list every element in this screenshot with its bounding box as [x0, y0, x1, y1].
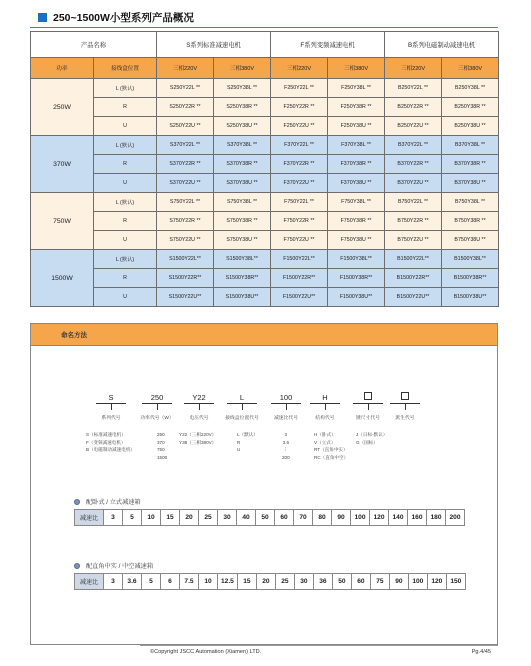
- table-row: [31, 174, 499, 193]
- code-tick: [405, 404, 406, 410]
- terminal-position-cell: R: [94, 155, 157, 174]
- model-code-cell: S750Y38R **: [214, 212, 271, 231]
- ratio-label: 减速比: [75, 574, 104, 590]
- model-code-cell: F1500Y22U**: [271, 288, 328, 307]
- code-voltage: Y22: [192, 393, 206, 402]
- model-code-cell: S370Y38L **: [214, 136, 271, 155]
- ratio-value-cell: 50: [332, 574, 351, 590]
- terminal-position-cell: L (默认): [94, 136, 157, 155]
- ratio-value-cell: 20: [180, 510, 199, 526]
- ratio-section-2-title: [74, 561, 153, 570]
- ratio-value-cell: 50: [256, 510, 275, 526]
- table-row: [31, 98, 499, 117]
- voltage-options: [179, 431, 216, 446]
- power-header: 功率: [31, 58, 94, 79]
- model-code-cell: S1500Y38U**: [214, 288, 271, 307]
- ratio-label: 减速比: [75, 510, 104, 526]
- structure-options: [314, 431, 348, 461]
- terminal-position-cell: L (默认): [94, 250, 157, 269]
- ratio-value-cell: 120: [427, 574, 446, 590]
- bullet-icon: [74, 499, 80, 505]
- table-row: [31, 212, 499, 231]
- model-code-cell: F370Y22U **: [271, 174, 328, 193]
- model-code-cell: S370Y38R **: [214, 155, 271, 174]
- power-cell: 250W: [31, 79, 94, 136]
- derivative-code-box: [401, 392, 409, 400]
- model-code-cell: F750Y38L **: [328, 193, 385, 212]
- ratio-options: [282, 431, 290, 461]
- table-row: [31, 250, 499, 269]
- option-text: Y22（三相220V）: [179, 432, 217, 437]
- page-title: [38, 10, 194, 25]
- model-code-cell: S250Y22R **: [157, 98, 214, 117]
- model-code-cell: B750Y38L **: [442, 193, 499, 212]
- model-code-cell: F1500Y22L**: [271, 250, 328, 269]
- code-power: 250: [150, 393, 164, 402]
- option-text: 200: [282, 454, 290, 460]
- option-text: G（国标）: [356, 439, 378, 445]
- title-divider: [30, 27, 498, 28]
- model-code-cell: S1500Y22L**: [157, 250, 214, 269]
- model-code-cell: F370Y38L **: [328, 136, 385, 155]
- ratio-table-1: [74, 509, 465, 526]
- footer-divider: [140, 645, 498, 646]
- model-code-cell: S250Y38L **: [214, 79, 271, 98]
- code-tick: [157, 404, 158, 410]
- table-row: [31, 117, 499, 136]
- code-tick: [286, 404, 287, 410]
- ratio-value-cell: 180: [427, 510, 446, 526]
- table-row: [31, 136, 499, 155]
- model-code-cell: F250Y22R **: [271, 98, 328, 117]
- model-code-cell: B750Y38U **: [442, 231, 499, 250]
- option-text: H（卧式）: [314, 432, 336, 437]
- ratio-value-cell: 30: [294, 574, 313, 590]
- ratio-value-cell: 5: [123, 510, 142, 526]
- model-code-cell: B250Y38L **: [442, 79, 499, 98]
- model-code-cell: B750Y22L **: [385, 193, 442, 212]
- option-text: 250: [157, 432, 165, 437]
- model-code-cell: F250Y38L **: [328, 79, 385, 98]
- ratio-value-cell: 20: [256, 574, 275, 590]
- label-key: 键尺寸代号: [356, 416, 380, 421]
- model-code-cell: B250Y22L **: [385, 79, 442, 98]
- ratio-value-cell: 100: [351, 510, 370, 526]
- power-cell: 370W: [31, 136, 94, 193]
- ratio-value-cell: 80: [313, 510, 332, 526]
- naming-header: [31, 324, 497, 346]
- terminal-position-cell: U: [94, 174, 157, 193]
- ratio-value-cell: 70: [294, 510, 313, 526]
- model-code-cell: S250Y22L **: [157, 79, 214, 98]
- ratio-value-cell: 15: [161, 510, 180, 526]
- model-code-cell: F750Y38R **: [328, 212, 385, 231]
- voltage-header: 三相380V: [214, 58, 271, 79]
- label-voltage: 电压代号: [189, 416, 209, 421]
- model-code-cell: F370Y38R **: [328, 155, 385, 174]
- model-code-cell: B1500Y22U**: [385, 288, 442, 307]
- ratio-section-1-title: [74, 497, 141, 506]
- model-code-cell: B370Y38R **: [442, 155, 499, 174]
- model-code-cell: S1500Y22R**: [157, 269, 214, 288]
- option-text: R: [237, 439, 241, 445]
- model-code-cell: B1500Y38U**: [442, 288, 499, 307]
- option-text: Y38（三相380V）: [179, 439, 217, 445]
- ratio-value-cell: 25: [275, 574, 294, 590]
- footer-page-number: Pg.4/45: [471, 649, 491, 655]
- ratio-table-2: [74, 573, 466, 590]
- model-code-cell: B1500Y22R**: [385, 269, 442, 288]
- option-text: 370: [157, 439, 165, 445]
- terminal-position-cell: R: [94, 212, 157, 231]
- ratio-section-2-title-text: 配直角中实 / 中空减速箱: [86, 563, 154, 570]
- series-s-header: S系列标准减速电机: [157, 32, 271, 58]
- model-code-cell: F1500Y22R**: [271, 269, 328, 288]
- code-tick: [325, 404, 326, 410]
- model-code-cell: S370Y38U **: [214, 174, 271, 193]
- power-cell: 1500W: [31, 250, 94, 307]
- model-code-cell: F250Y38R **: [328, 98, 385, 117]
- ratio-value-cell: 40: [237, 510, 256, 526]
- voltage-header: 三相220V: [385, 58, 442, 79]
- ratio-value-cell: 75: [370, 574, 389, 590]
- terminal-options: [237, 431, 258, 454]
- table-row: [31, 288, 499, 307]
- voltage-header: 三相380V: [442, 58, 499, 79]
- model-code-cell: F1500Y38L**: [328, 250, 385, 269]
- code-tick: [242, 404, 243, 410]
- model-code-cell: B250Y22R **: [385, 98, 442, 117]
- ratio-value-cell: 200: [446, 510, 465, 526]
- model-code-cell: S750Y22U **: [157, 231, 214, 250]
- model-code-cell: B370Y38L **: [442, 136, 499, 155]
- ratio-value-cell: 150: [446, 574, 465, 590]
- model-code-cell: F250Y38U **: [328, 117, 385, 136]
- page-title-text: 250~1500W小型系列产品概况: [53, 12, 194, 24]
- ratio-value-cell: 10: [199, 574, 218, 590]
- bullet-icon: [74, 563, 80, 569]
- model-code-cell: S370Y22L **: [157, 136, 214, 155]
- ratio-value-cell: 5: [142, 574, 161, 590]
- product-name-header: 产品名称: [31, 32, 157, 58]
- title-square-icon: [38, 13, 47, 22]
- series-b-header: B系列电磁制动减速电机: [385, 32, 499, 58]
- key-options: [356, 431, 387, 446]
- option-text: F（变频减速电机）: [86, 439, 126, 445]
- model-code-cell: S750Y38L **: [214, 193, 271, 212]
- label-power: 功率代号（W）: [140, 416, 174, 421]
- voltage-header: 三相220V: [271, 58, 328, 79]
- model-code-cell: B750Y22U **: [385, 231, 442, 250]
- terminal-position-cell: U: [94, 231, 157, 250]
- model-code-cell: S1500Y22U**: [157, 288, 214, 307]
- model-code-cell: F250Y22U **: [271, 117, 328, 136]
- model-code-cell: B370Y38U **: [442, 174, 499, 193]
- label-derivative: 派生代号: [395, 416, 415, 421]
- model-code-cell: S250Y38U **: [214, 117, 271, 136]
- model-code-cell: S250Y38R **: [214, 98, 271, 117]
- ratio-value-cell: 3: [104, 574, 123, 590]
- terminal-position-cell: R: [94, 269, 157, 288]
- ratio-value-cell: 3: [104, 510, 123, 526]
- ratio-value-cell: 36: [313, 574, 332, 590]
- ratio-value-cell: 90: [389, 574, 408, 590]
- power-options: [157, 431, 167, 461]
- terminal-position-cell: L (默认): [94, 79, 157, 98]
- voltage-header: 三相220V: [157, 58, 214, 79]
- terminal-header: 接线盒位置: [94, 58, 157, 79]
- label-structure: 结构代号: [315, 416, 335, 421]
- model-code-cell: S1500Y38L**: [214, 250, 271, 269]
- terminal-position-cell: U: [94, 117, 157, 136]
- series-f-header: F系列变频减速电机: [271, 32, 385, 58]
- model-code-cell: F750Y22U **: [271, 231, 328, 250]
- power-cell: 750W: [31, 193, 94, 250]
- model-code-cell: B250Y22U **: [385, 117, 442, 136]
- model-code-cell: S750Y22R **: [157, 212, 214, 231]
- option-text: RC（直角中空）: [314, 454, 349, 460]
- model-code-cell: B750Y38R **: [442, 212, 499, 231]
- label-terminal: 接线盒位置代号: [225, 416, 259, 421]
- model-code-cell: F370Y22R **: [271, 155, 328, 174]
- ratio-value-cell: 60: [351, 574, 370, 590]
- naming-header-text: 命名方法: [61, 332, 87, 339]
- table-row: [31, 155, 499, 174]
- option-text: 750: [157, 447, 165, 452]
- code-series: S: [108, 393, 114, 402]
- naming-section: [30, 323, 498, 645]
- code-structure: H: [322, 393, 328, 402]
- model-code-cell: F750Y22R **: [271, 212, 328, 231]
- option-text: RT（直角中实）: [314, 447, 348, 452]
- code-tick: [368, 404, 369, 410]
- model-code-cell: F370Y38U **: [328, 174, 385, 193]
- option-text: U: [237, 447, 241, 452]
- ratio-value-cell: 120: [370, 510, 389, 526]
- option-text: L（默认）: [237, 432, 258, 437]
- model-code-cell: S370Y22R **: [157, 155, 214, 174]
- code-tick: [199, 404, 200, 410]
- terminal-position-cell: R: [94, 98, 157, 117]
- model-code-cell: F750Y22L **: [271, 193, 328, 212]
- model-code-cell: B750Y22R **: [385, 212, 442, 231]
- model-code-cell: B1500Y38L**: [442, 250, 499, 269]
- model-code-cell: B370Y22L **: [385, 136, 442, 155]
- ratio-value-cell: 140: [389, 510, 408, 526]
- ratio-value-cell: 6: [161, 574, 180, 590]
- table-row: [31, 79, 499, 98]
- ratio-value-cell: 10: [142, 510, 161, 526]
- ratio-value-cell: 25: [199, 510, 218, 526]
- option-text: ⋮: [283, 447, 289, 452]
- model-code-cell: B1500Y38R**: [442, 269, 499, 288]
- ratio-value-cell: 90: [332, 510, 351, 526]
- option-text: J（日标-默认）: [356, 432, 388, 437]
- voltage-header: 三相380V: [328, 58, 385, 79]
- model-code-cell: S750Y22L **: [157, 193, 214, 212]
- terminal-position-cell: U: [94, 288, 157, 307]
- ratio-value-cell: 60: [275, 510, 294, 526]
- model-code-cell: F250Y22L **: [271, 79, 328, 98]
- model-code-cell: S750Y38U **: [214, 231, 271, 250]
- option-text: V（立式）: [314, 439, 336, 445]
- model-code-cell: F370Y22L **: [271, 136, 328, 155]
- table-row: [31, 231, 499, 250]
- model-code-cell: F1500Y38R**: [328, 269, 385, 288]
- model-code-cell: B370Y22R **: [385, 155, 442, 174]
- ratio-value-cell: 3.6: [123, 574, 142, 590]
- table-row: [31, 193, 499, 212]
- model-code-cell: B370Y22U **: [385, 174, 442, 193]
- model-code-cell: B1500Y22L**: [385, 250, 442, 269]
- model-code-cell: B250Y38U **: [442, 117, 499, 136]
- model-code-cell: B250Y38R **: [442, 98, 499, 117]
- label-series: 系列代号: [101, 416, 121, 421]
- code-ratio: 100: [279, 393, 293, 402]
- series-options: [86, 431, 135, 454]
- model-code-cell: S250Y22U **: [157, 117, 214, 136]
- model-code-cell: S370Y22U **: [157, 174, 214, 193]
- table-row: [31, 269, 499, 288]
- model-code-cell: S1500Y38R**: [214, 269, 271, 288]
- option-text: B（电磁制动减速电机）: [86, 447, 136, 452]
- ratio-value-cell: 15: [237, 574, 256, 590]
- option-text: S（标准减速电机）: [86, 432, 126, 437]
- footer-copyright: ©Copyright JSCC Automation (Xiamen) LTD.: [150, 649, 262, 655]
- code-terminal: L: [239, 393, 245, 402]
- ratio-value-cell: 7.5: [180, 574, 199, 590]
- product-overview-table: [30, 31, 499, 307]
- option-text: 3: [284, 432, 288, 437]
- option-text: 1500: [157, 454, 168, 460]
- label-ratio: 减速比代号: [274, 416, 298, 421]
- option-text: 3.6: [282, 439, 290, 445]
- model-code-cell: F1500Y38U**: [328, 288, 385, 307]
- ratio-value-cell: 160: [408, 510, 427, 526]
- key-code-box: [364, 392, 372, 400]
- model-code-cell: F750Y38U **: [328, 231, 385, 250]
- ratio-value-cell: 30: [218, 510, 237, 526]
- code-tick: [111, 404, 112, 410]
- ratio-value-cell: 100: [408, 574, 427, 590]
- ratio-section-1-title-text: 配卧式 / 立式减速箱: [86, 499, 141, 506]
- terminal-position-cell: L (默认): [94, 193, 157, 212]
- ratio-value-cell: 12.5: [218, 574, 238, 590]
